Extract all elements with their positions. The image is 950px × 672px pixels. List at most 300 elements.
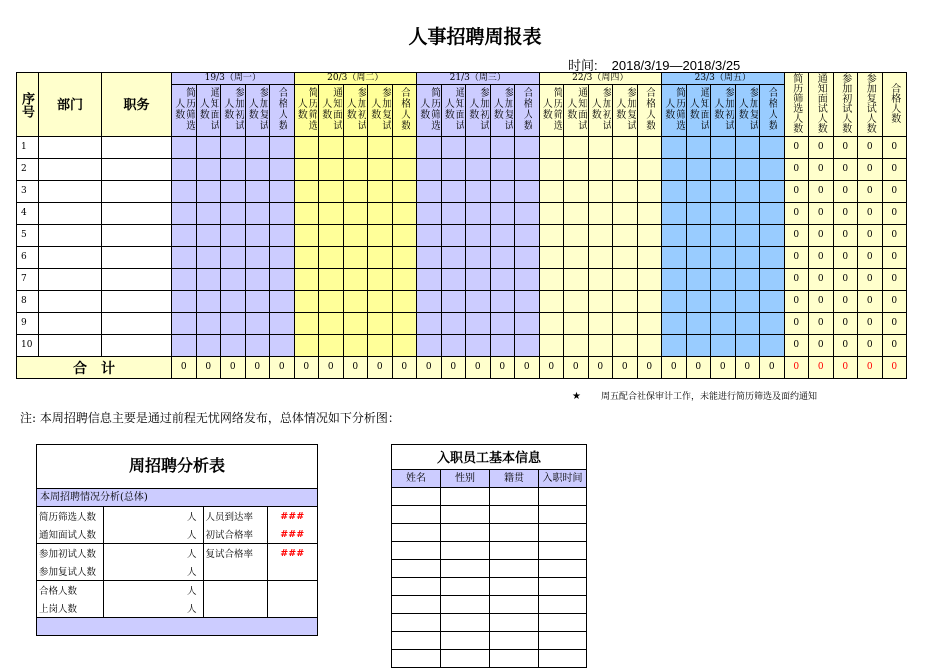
count-cell[interactable]: [637, 159, 662, 181]
staff-cell[interactable]: [539, 560, 587, 578]
staff-cell[interactable]: [441, 650, 490, 668]
count-cell[interactable]: [417, 181, 442, 203]
count-cell[interactable]: [270, 225, 295, 247]
count-cell[interactable]: [490, 203, 515, 225]
count-cell[interactable]: [686, 291, 711, 313]
count-cell[interactable]: [637, 225, 662, 247]
count-cell[interactable]: [343, 225, 368, 247]
staff-cell[interactable]: [441, 632, 490, 650]
staff-cell[interactable]: [490, 542, 539, 560]
count-cell[interactable]: [294, 247, 319, 269]
count-cell[interactable]: [221, 137, 246, 159]
count-cell[interactable]: [711, 269, 736, 291]
count-cell[interactable]: [270, 159, 295, 181]
count-cell[interactable]: [392, 203, 417, 225]
count-cell[interactable]: [392, 247, 417, 269]
count-cell[interactable]: [319, 291, 344, 313]
count-cell[interactable]: [588, 159, 613, 181]
count-cell[interactable]: [564, 181, 589, 203]
count-cell[interactable]: [637, 203, 662, 225]
count-cell[interactable]: [368, 137, 393, 159]
staff-cell[interactable]: [441, 578, 490, 596]
dept-cell[interactable]: [39, 313, 102, 335]
count-cell[interactable]: [588, 225, 613, 247]
count-cell[interactable]: [196, 225, 221, 247]
count-cell[interactable]: [343, 181, 368, 203]
count-cell[interactable]: [613, 335, 638, 357]
count-cell[interactable]: [294, 203, 319, 225]
dept-cell[interactable]: [39, 159, 102, 181]
staff-cell[interactable]: [441, 542, 490, 560]
count-cell[interactable]: [662, 269, 687, 291]
count-cell[interactable]: [490, 247, 515, 269]
count-cell[interactable]: [564, 335, 589, 357]
count-cell[interactable]: [613, 247, 638, 269]
count-cell[interactable]: [343, 313, 368, 335]
count-cell[interactable]: [686, 269, 711, 291]
analysis-value-cell[interactable]: [103, 562, 173, 581]
count-cell[interactable]: [221, 159, 246, 181]
count-cell[interactable]: [466, 203, 491, 225]
count-cell[interactable]: [245, 181, 270, 203]
count-cell[interactable]: [735, 269, 760, 291]
staff-cell[interactable]: [490, 506, 539, 524]
count-cell[interactable]: [368, 313, 393, 335]
count-cell[interactable]: [711, 225, 736, 247]
count-cell[interactable]: [368, 291, 393, 313]
count-cell[interactable]: [417, 225, 442, 247]
count-cell[interactable]: [392, 313, 417, 335]
count-cell[interactable]: [343, 269, 368, 291]
count-cell[interactable]: [515, 269, 540, 291]
staff-cell[interactable]: [539, 578, 587, 596]
count-cell[interactable]: [172, 313, 197, 335]
count-cell[interactable]: [662, 225, 687, 247]
staff-cell[interactable]: [392, 560, 441, 578]
count-cell[interactable]: [392, 181, 417, 203]
count-cell[interactable]: [196, 247, 221, 269]
count-cell[interactable]: [490, 313, 515, 335]
count-cell[interactable]: [196, 203, 221, 225]
count-cell[interactable]: [417, 159, 442, 181]
count-cell[interactable]: [196, 137, 221, 159]
count-cell[interactable]: [319, 203, 344, 225]
count-cell[interactable]: [539, 335, 564, 357]
staff-cell[interactable]: [441, 488, 490, 506]
staff-cell[interactable]: [441, 614, 490, 632]
count-cell[interactable]: [686, 313, 711, 335]
count-cell[interactable]: [613, 203, 638, 225]
count-cell[interactable]: [662, 181, 687, 203]
count-cell[interactable]: [760, 159, 785, 181]
count-cell[interactable]: [613, 269, 638, 291]
count-cell[interactable]: [686, 225, 711, 247]
staff-cell[interactable]: [392, 488, 441, 506]
count-cell[interactable]: [686, 181, 711, 203]
position-cell[interactable]: [102, 225, 172, 247]
count-cell[interactable]: [490, 159, 515, 181]
count-cell[interactable]: [711, 203, 736, 225]
count-cell[interactable]: [539, 291, 564, 313]
staff-cell[interactable]: [539, 632, 587, 650]
count-cell[interactable]: [417, 137, 442, 159]
count-cell[interactable]: [735, 247, 760, 269]
staff-cell[interactable]: [392, 650, 441, 668]
count-cell[interactable]: [294, 181, 319, 203]
staff-cell[interactable]: [441, 560, 490, 578]
count-cell[interactable]: [711, 313, 736, 335]
count-cell[interactable]: [172, 269, 197, 291]
count-cell[interactable]: [760, 137, 785, 159]
count-cell[interactable]: [392, 291, 417, 313]
count-cell[interactable]: [686, 335, 711, 357]
count-cell[interactable]: [245, 247, 270, 269]
count-cell[interactable]: [221, 181, 246, 203]
count-cell[interactable]: [319, 247, 344, 269]
count-cell[interactable]: [760, 181, 785, 203]
staff-cell[interactable]: [490, 596, 539, 614]
count-cell[interactable]: [686, 159, 711, 181]
count-cell[interactable]: [539, 137, 564, 159]
dept-cell[interactable]: [39, 335, 102, 357]
position-cell[interactable]: [102, 137, 172, 159]
count-cell[interactable]: [711, 159, 736, 181]
count-cell[interactable]: [294, 137, 319, 159]
count-cell[interactable]: [294, 313, 319, 335]
count-cell[interactable]: [172, 335, 197, 357]
count-cell[interactable]: [368, 269, 393, 291]
count-cell[interactable]: [319, 335, 344, 357]
count-cell[interactable]: [539, 181, 564, 203]
count-cell[interactable]: [539, 247, 564, 269]
position-cell[interactable]: [102, 291, 172, 313]
staff-cell[interactable]: [490, 650, 539, 668]
analysis-value-cell[interactable]: [103, 507, 173, 525]
count-cell[interactable]: [270, 335, 295, 357]
count-cell[interactable]: [515, 313, 540, 335]
count-cell[interactable]: [490, 335, 515, 357]
count-cell[interactable]: [711, 291, 736, 313]
count-cell[interactable]: [613, 291, 638, 313]
count-cell[interactable]: [613, 313, 638, 335]
count-cell[interactable]: [221, 335, 246, 357]
count-cell[interactable]: [490, 225, 515, 247]
count-cell[interactable]: [245, 291, 270, 313]
count-cell[interactable]: [588, 313, 613, 335]
count-cell[interactable]: [343, 335, 368, 357]
analysis-value-cell[interactable]: [103, 599, 173, 617]
count-cell[interactable]: [735, 335, 760, 357]
count-cell[interactable]: [245, 159, 270, 181]
staff-cell[interactable]: [539, 614, 587, 632]
count-cell[interactable]: [221, 291, 246, 313]
count-cell[interactable]: [662, 291, 687, 313]
count-cell[interactable]: [368, 181, 393, 203]
count-cell[interactable]: [270, 269, 295, 291]
count-cell[interactable]: [515, 335, 540, 357]
staff-cell[interactable]: [490, 614, 539, 632]
count-cell[interactable]: [270, 181, 295, 203]
count-cell[interactable]: [392, 335, 417, 357]
count-cell[interactable]: [564, 313, 589, 335]
dept-cell[interactable]: [39, 291, 102, 313]
count-cell[interactable]: [711, 247, 736, 269]
staff-cell[interactable]: [539, 524, 587, 542]
count-cell[interactable]: [417, 291, 442, 313]
count-cell[interactable]: [466, 181, 491, 203]
count-cell[interactable]: [294, 269, 319, 291]
staff-cell[interactable]: [490, 560, 539, 578]
dept-cell[interactable]: [39, 269, 102, 291]
staff-cell[interactable]: [539, 488, 587, 506]
count-cell[interactable]: [588, 181, 613, 203]
count-cell[interactable]: [637, 313, 662, 335]
staff-cell[interactable]: [392, 506, 441, 524]
count-cell[interactable]: [172, 203, 197, 225]
position-cell[interactable]: [102, 247, 172, 269]
count-cell[interactable]: [539, 159, 564, 181]
count-cell[interactable]: [637, 181, 662, 203]
count-cell[interactable]: [662, 203, 687, 225]
count-cell[interactable]: [637, 269, 662, 291]
staff-cell[interactable]: [539, 596, 587, 614]
staff-cell[interactable]: [490, 578, 539, 596]
analysis-value-cell[interactable]: [103, 581, 173, 600]
count-cell[interactable]: [368, 203, 393, 225]
staff-cell[interactable]: [392, 542, 441, 560]
count-cell[interactable]: [613, 159, 638, 181]
position-cell[interactable]: [102, 269, 172, 291]
count-cell[interactable]: [564, 269, 589, 291]
staff-cell[interactable]: [441, 506, 490, 524]
count-cell[interactable]: [319, 269, 344, 291]
count-cell[interactable]: [294, 225, 319, 247]
count-cell[interactable]: [490, 269, 515, 291]
analysis-value-cell[interactable]: [103, 544, 173, 563]
count-cell[interactable]: [539, 313, 564, 335]
count-cell[interactable]: [515, 203, 540, 225]
count-cell[interactable]: [490, 291, 515, 313]
count-cell[interactable]: [221, 269, 246, 291]
count-cell[interactable]: [735, 159, 760, 181]
count-cell[interactable]: [196, 313, 221, 335]
count-cell[interactable]: [515, 159, 540, 181]
count-cell[interactable]: [441, 203, 466, 225]
count-cell[interactable]: [466, 225, 491, 247]
count-cell[interactable]: [588, 247, 613, 269]
count-cell[interactable]: [711, 335, 736, 357]
count-cell[interactable]: [515, 247, 540, 269]
count-cell[interactable]: [686, 137, 711, 159]
count-cell[interactable]: [319, 225, 344, 247]
count-cell[interactable]: [735, 313, 760, 335]
count-cell[interactable]: [245, 313, 270, 335]
count-cell[interactable]: [564, 247, 589, 269]
count-cell[interactable]: [270, 291, 295, 313]
count-cell[interactable]: [564, 225, 589, 247]
staff-cell[interactable]: [392, 596, 441, 614]
count-cell[interactable]: [760, 335, 785, 357]
count-cell[interactable]: [368, 247, 393, 269]
count-cell[interactable]: [343, 291, 368, 313]
count-cell[interactable]: [343, 137, 368, 159]
count-cell[interactable]: [294, 291, 319, 313]
count-cell[interactable]: [441, 335, 466, 357]
count-cell[interactable]: [270, 203, 295, 225]
count-cell[interactable]: [172, 291, 197, 313]
staff-cell[interactable]: [490, 488, 539, 506]
staff-cell[interactable]: [392, 524, 441, 542]
count-cell[interactable]: [760, 247, 785, 269]
count-cell[interactable]: [417, 247, 442, 269]
count-cell[interactable]: [196, 159, 221, 181]
count-cell[interactable]: [588, 335, 613, 357]
analysis-value-cell[interactable]: [103, 525, 173, 544]
count-cell[interactable]: [196, 291, 221, 313]
count-cell[interactable]: [564, 137, 589, 159]
count-cell[interactable]: [196, 269, 221, 291]
count-cell[interactable]: [221, 247, 246, 269]
staff-cell[interactable]: [490, 524, 539, 542]
count-cell[interactable]: [319, 181, 344, 203]
count-cell[interactable]: [613, 137, 638, 159]
count-cell[interactable]: [392, 225, 417, 247]
dept-cell[interactable]: [39, 181, 102, 203]
count-cell[interactable]: [343, 203, 368, 225]
position-cell[interactable]: [102, 335, 172, 357]
count-cell[interactable]: [245, 137, 270, 159]
position-cell[interactable]: [102, 203, 172, 225]
count-cell[interactable]: [588, 137, 613, 159]
count-cell[interactable]: [735, 291, 760, 313]
count-cell[interactable]: [637, 335, 662, 357]
count-cell[interactable]: [441, 291, 466, 313]
staff-cell[interactable]: [490, 632, 539, 650]
staff-cell[interactable]: [539, 650, 587, 668]
staff-cell[interactable]: [392, 632, 441, 650]
count-cell[interactable]: [515, 225, 540, 247]
count-cell[interactable]: [319, 159, 344, 181]
count-cell[interactable]: [172, 159, 197, 181]
count-cell[interactable]: [221, 225, 246, 247]
count-cell[interactable]: [221, 313, 246, 335]
staff-cell[interactable]: [392, 578, 441, 596]
count-cell[interactable]: [735, 203, 760, 225]
count-cell[interactable]: [245, 335, 270, 357]
count-cell[interactable]: [417, 269, 442, 291]
count-cell[interactable]: [760, 291, 785, 313]
count-cell[interactable]: [662, 335, 687, 357]
count-cell[interactable]: [466, 159, 491, 181]
count-cell[interactable]: [319, 137, 344, 159]
count-cell[interactable]: [466, 291, 491, 313]
count-cell[interactable]: [711, 137, 736, 159]
count-cell[interactable]: [441, 137, 466, 159]
count-cell[interactable]: [466, 313, 491, 335]
count-cell[interactable]: [711, 181, 736, 203]
staff-cell[interactable]: [392, 614, 441, 632]
count-cell[interactable]: [515, 137, 540, 159]
dept-cell[interactable]: [39, 203, 102, 225]
count-cell[interactable]: [613, 181, 638, 203]
count-cell[interactable]: [466, 269, 491, 291]
count-cell[interactable]: [662, 313, 687, 335]
dept-cell[interactable]: [39, 247, 102, 269]
count-cell[interactable]: [564, 159, 589, 181]
count-cell[interactable]: [735, 181, 760, 203]
count-cell[interactable]: [172, 137, 197, 159]
staff-cell[interactable]: [441, 596, 490, 614]
count-cell[interactable]: [564, 291, 589, 313]
count-cell[interactable]: [392, 269, 417, 291]
count-cell[interactable]: [515, 291, 540, 313]
count-cell[interactable]: [221, 203, 246, 225]
count-cell[interactable]: [686, 247, 711, 269]
count-cell[interactable]: [196, 181, 221, 203]
count-cell[interactable]: [515, 181, 540, 203]
position-cell[interactable]: [102, 159, 172, 181]
count-cell[interactable]: [294, 335, 319, 357]
count-cell[interactable]: [270, 247, 295, 269]
count-cell[interactable]: [564, 203, 589, 225]
count-cell[interactable]: [466, 247, 491, 269]
count-cell[interactable]: [588, 269, 613, 291]
count-cell[interactable]: [245, 225, 270, 247]
count-cell[interactable]: [343, 159, 368, 181]
count-cell[interactable]: [368, 225, 393, 247]
count-cell[interactable]: [441, 313, 466, 335]
staff-cell[interactable]: [441, 524, 490, 542]
count-cell[interactable]: [662, 137, 687, 159]
count-cell[interactable]: [539, 225, 564, 247]
count-cell[interactable]: [417, 313, 442, 335]
count-cell[interactable]: [588, 291, 613, 313]
count-cell[interactable]: [539, 203, 564, 225]
count-cell[interactable]: [760, 225, 785, 247]
count-cell[interactable]: [613, 225, 638, 247]
count-cell[interactable]: [686, 203, 711, 225]
dept-cell[interactable]: [39, 137, 102, 159]
count-cell[interactable]: [760, 269, 785, 291]
count-cell[interactable]: [196, 335, 221, 357]
count-cell[interactable]: [368, 335, 393, 357]
count-cell[interactable]: [637, 291, 662, 313]
count-cell[interactable]: [441, 247, 466, 269]
count-cell[interactable]: [466, 335, 491, 357]
count-cell[interactable]: [441, 159, 466, 181]
count-cell[interactable]: [662, 159, 687, 181]
count-cell[interactable]: [735, 225, 760, 247]
position-cell[interactable]: [102, 181, 172, 203]
count-cell[interactable]: [245, 203, 270, 225]
count-cell[interactable]: [490, 181, 515, 203]
count-cell[interactable]: [490, 137, 515, 159]
count-cell[interactable]: [760, 203, 785, 225]
count-cell[interactable]: [270, 313, 295, 335]
count-cell[interactable]: [441, 269, 466, 291]
count-cell[interactable]: [368, 159, 393, 181]
count-cell[interactable]: [172, 181, 197, 203]
count-cell[interactable]: [441, 181, 466, 203]
count-cell[interactable]: [294, 159, 319, 181]
count-cell[interactable]: [662, 247, 687, 269]
count-cell[interactable]: [343, 247, 368, 269]
count-cell[interactable]: [735, 137, 760, 159]
count-cell[interactable]: [466, 137, 491, 159]
count-cell[interactable]: [588, 203, 613, 225]
staff-cell[interactable]: [539, 542, 587, 560]
count-cell[interactable]: [245, 269, 270, 291]
